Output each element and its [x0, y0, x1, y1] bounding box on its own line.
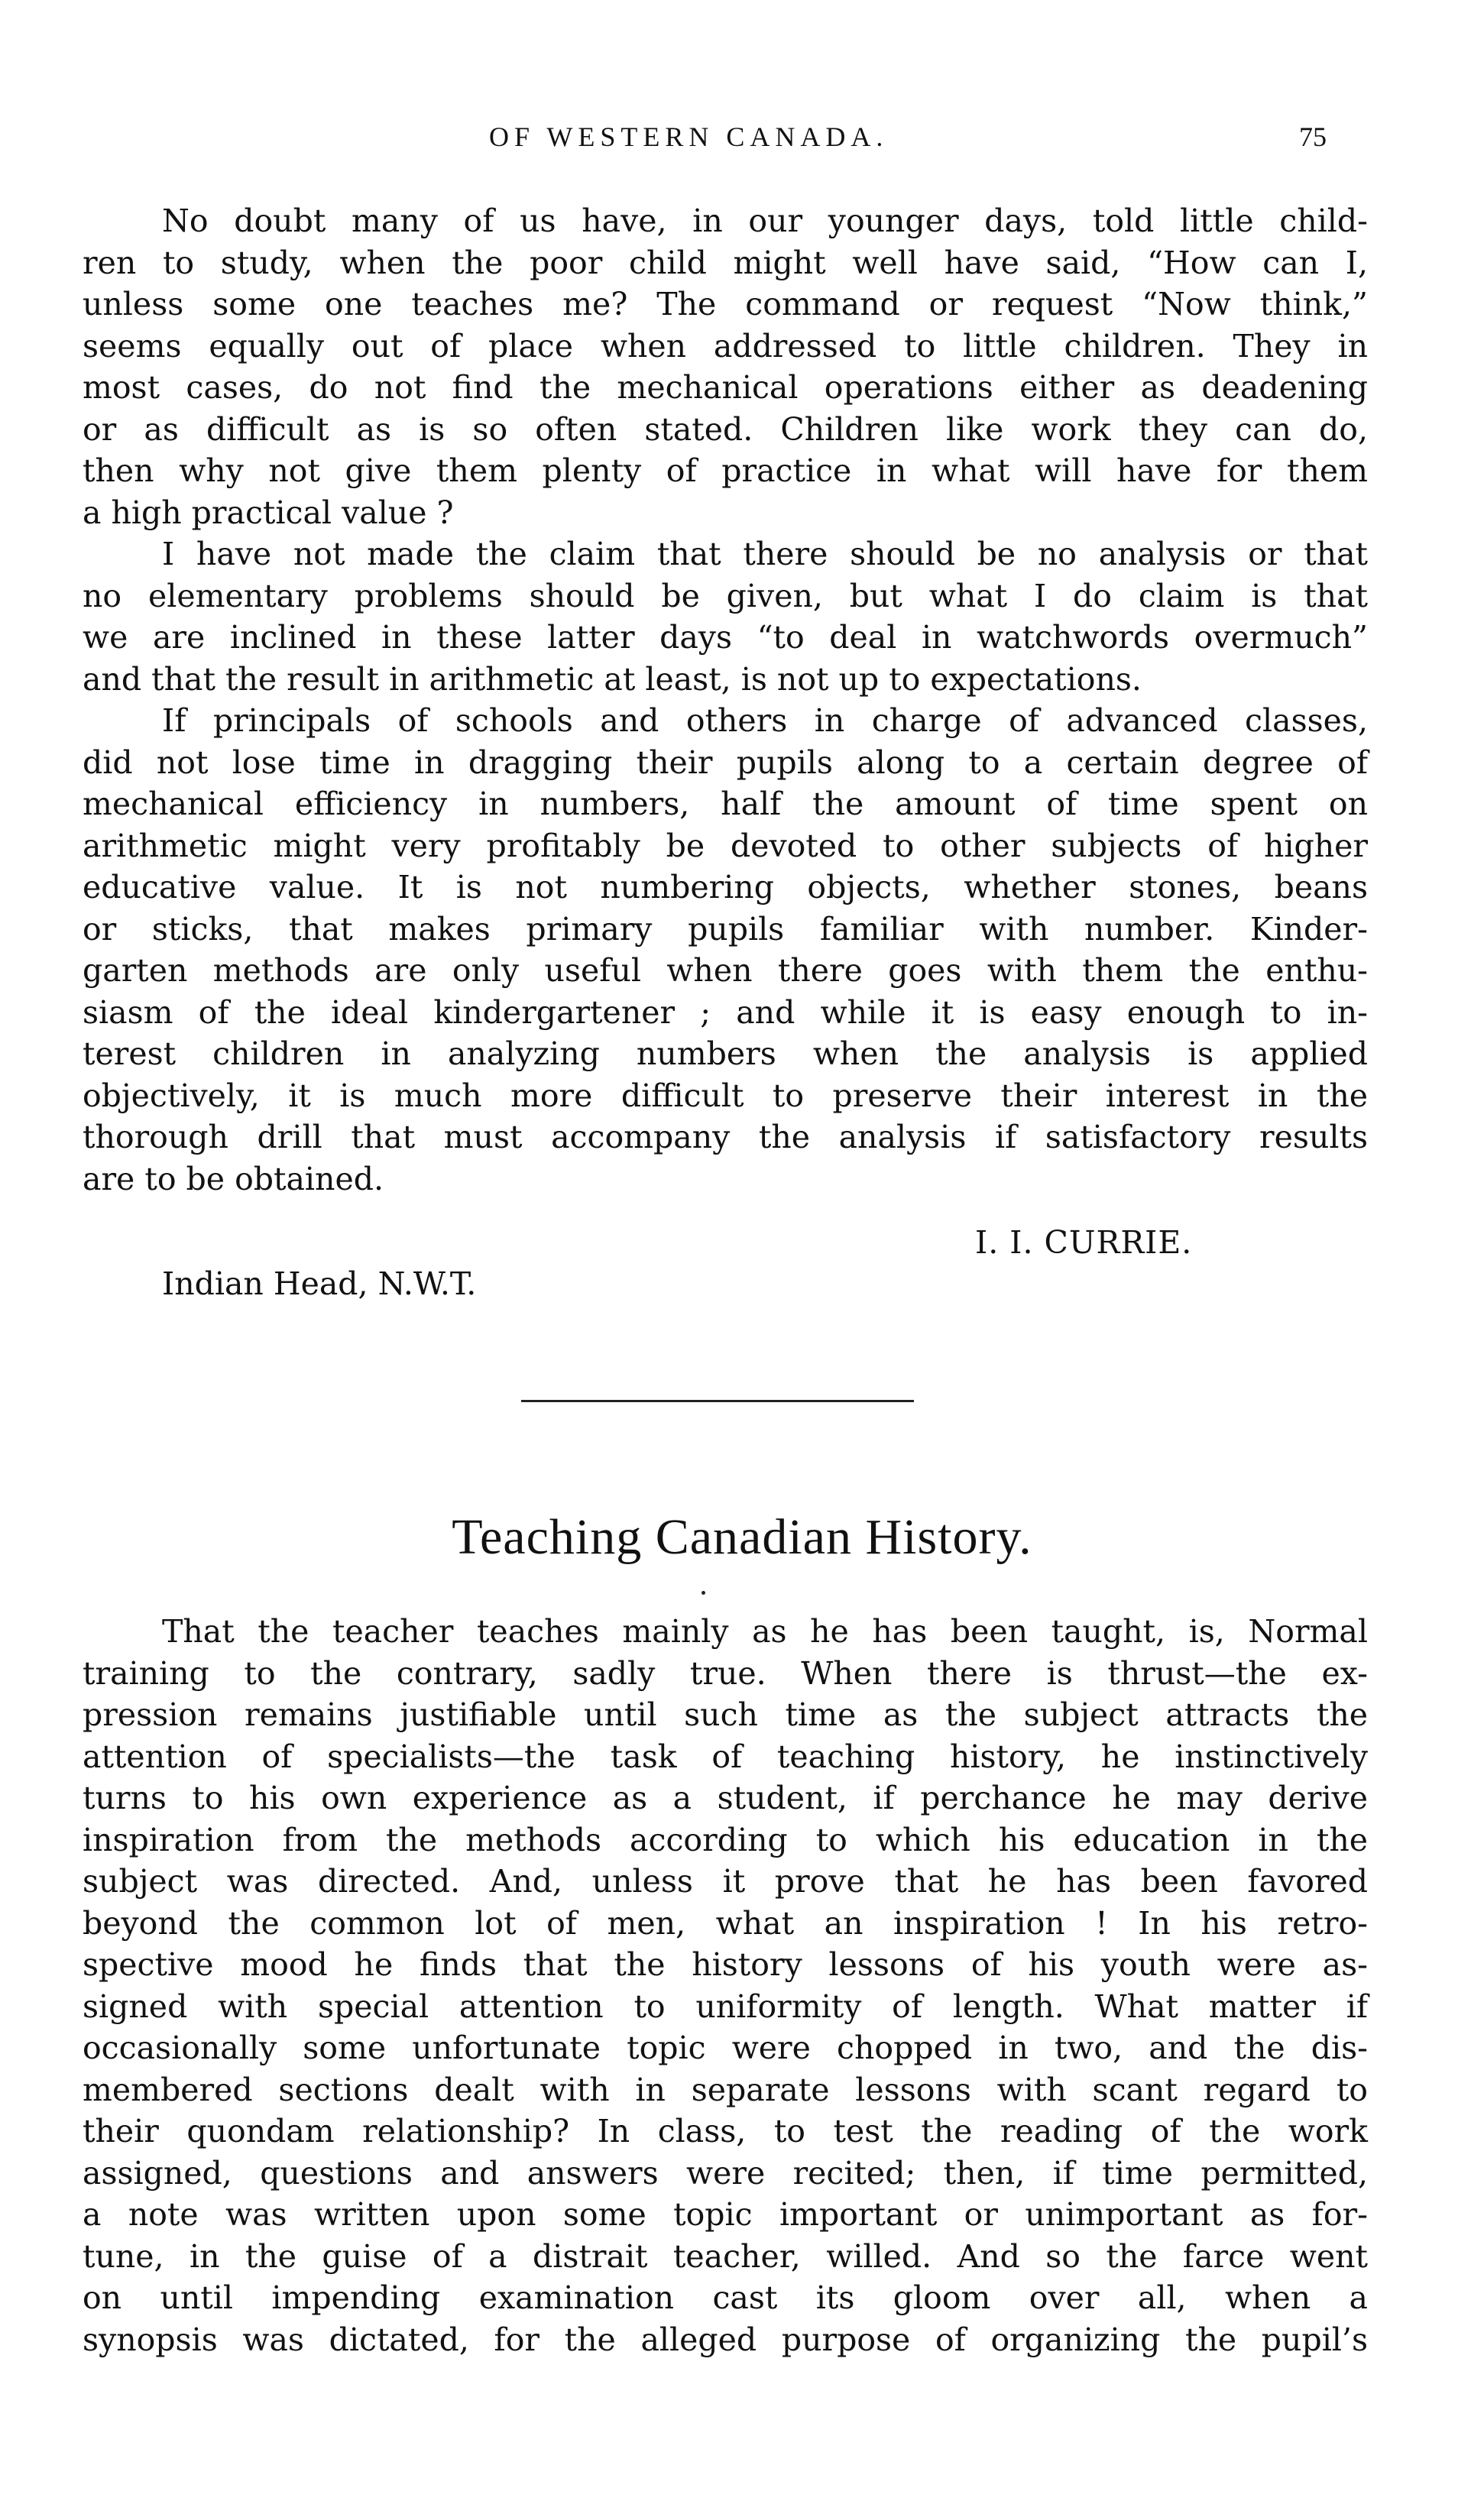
- author-signature: I. I. CURRIE.: [975, 1224, 1193, 1261]
- text-line: subject was directed. And, unless it prove that he has been favored: [83, 1863, 1368, 1900]
- paragraph: [83, 1611, 1368, 2360]
- text-line: garten methods are only useful when there goes with them the enthu-: [83, 952, 1368, 989]
- text-line: ren to study, when the poor child might well have said, “How can I,: [83, 244, 1368, 281]
- text-line: or as difficult as is so often stated. Children like work they can do,: [83, 410, 1368, 448]
- text-line: arithmetic might very profitably be devoted to other subjects of higher: [83, 827, 1368, 864]
- text-line: objectively, it is much more difficult to preserve their interest in the: [83, 1077, 1368, 1114]
- text-line: beyond the common lot of men, what an inspiration ! In his retro-: [83, 1904, 1368, 1942]
- text-line: terest children in analyzing numbers when the analysis is applied: [83, 1035, 1368, 1072]
- text-line: their quondam relationship? In class, to test the reading of the work: [83, 2113, 1368, 2149]
- text-line: attention of specialists—the task of teaching history, he instinctively: [83, 1738, 1368, 1775]
- text-line: a high practical value ?: [83, 494, 454, 531]
- text-line: pression remains justifiable until such time as the subject attracts the: [83, 1696, 1368, 1733]
- text-line: No doubt many of us have, in our younger days, told little child-: [162, 202, 1368, 239]
- text-line: on until impending examination cast its gloom over all, when a: [83, 2279, 1368, 2316]
- text-line: are to be obtained.: [83, 1160, 384, 1197]
- text-line: and that the result in arithmetic at least, is not up to expectations.: [83, 660, 1142, 698]
- article-two-body: [83, 1611, 1368, 2360]
- paragraph: [83, 200, 1368, 533]
- text-line: we are inclined in these latter days “to deal in watchwords overmuch”: [83, 619, 1368, 656]
- paragraph: [83, 533, 1368, 700]
- text-line: a note was written upon some topic important or unimportant as for-: [83, 2196, 1368, 2233]
- text-line: or sticks, that makes primary pupils familiar with number. Kinder-: [83, 910, 1368, 948]
- running-head: [0, 121, 1484, 159]
- text-line: training to the contrary, sadly true. When there is thrust—the ex-: [83, 1654, 1368, 1692]
- text-line: I have not made the claim that there should be no analysis or that: [162, 536, 1368, 572]
- text-line: educative value. It is not numbering objects, whether stones, beans: [83, 869, 1368, 905]
- section-divider: [521, 1400, 914, 1402]
- text-line: siasm of the ideal kindergartener ; and while it is easy enough to in-: [83, 993, 1368, 1031]
- text-line: thorough drill that must accompany the analysis if satisfactory results: [83, 1119, 1368, 1155]
- text-line: turns to his own experience as a student, if perchance he may derive: [83, 1780, 1368, 1816]
- text-line: signed with special attention to uniformity of length. What matter if: [83, 1988, 1368, 2025]
- text-line: did not lose time in dragging their pupils along to a certain degree of: [83, 743, 1368, 781]
- text-line: no elementary problems should be given, but what I do claim is that: [83, 577, 1368, 614]
- text-line: seems equally out of place when addressed to little children. They in: [83, 327, 1368, 364]
- text-line: assigned, questions and answers were recited; then, if time permitted,: [83, 2154, 1368, 2192]
- page-number: 75: [1299, 121, 1327, 152]
- text-line: unless some one teaches me? The command or request “Now think,”: [83, 286, 1368, 322]
- article-one-body: [83, 200, 1368, 1200]
- article-heading: Teaching Canadian History.: [452, 1509, 1032, 1565]
- author-location: Indian Head, N.W.T.: [162, 1265, 477, 1302]
- text-line: inspiration from the methods according to which his education in the: [83, 1821, 1368, 1858]
- running-title: OF WESTERN CANADA.: [489, 121, 889, 152]
- text-line: If principals of schools and others in charge of advanced classes,: [162, 702, 1368, 739]
- paragraph: [83, 700, 1368, 1200]
- text-line: then why not give them plenty of practice in what will have for them: [83, 452, 1368, 489]
- text-line: synopsis was dictated, for the alleged purpose of organizing the pupil’s: [83, 2321, 1368, 2358]
- text-line: That the teacher teaches mainly as he has been taught, is, Normal: [162, 1613, 1368, 1650]
- ornament-dot: [701, 1591, 705, 1595]
- text-line: mechanical efficiency in numbers, half the amount of time spent on: [83, 786, 1368, 822]
- text-line: spective mood he finds that the history lessons of his youth were as-: [83, 1946, 1368, 1983]
- text-line: occasionally some unfortunate topic were chopped in two, and the dis-: [83, 2030, 1368, 2066]
- text-line: membered sections dealt with in separate lessons with scant regard to: [83, 2071, 1368, 2108]
- text-line: tune, in the guise of a distrait teacher, willed. And so the farce went: [83, 2237, 1368, 2275]
- text-line: most cases, do not find the mechanical operations either as deadening: [83, 369, 1368, 406]
